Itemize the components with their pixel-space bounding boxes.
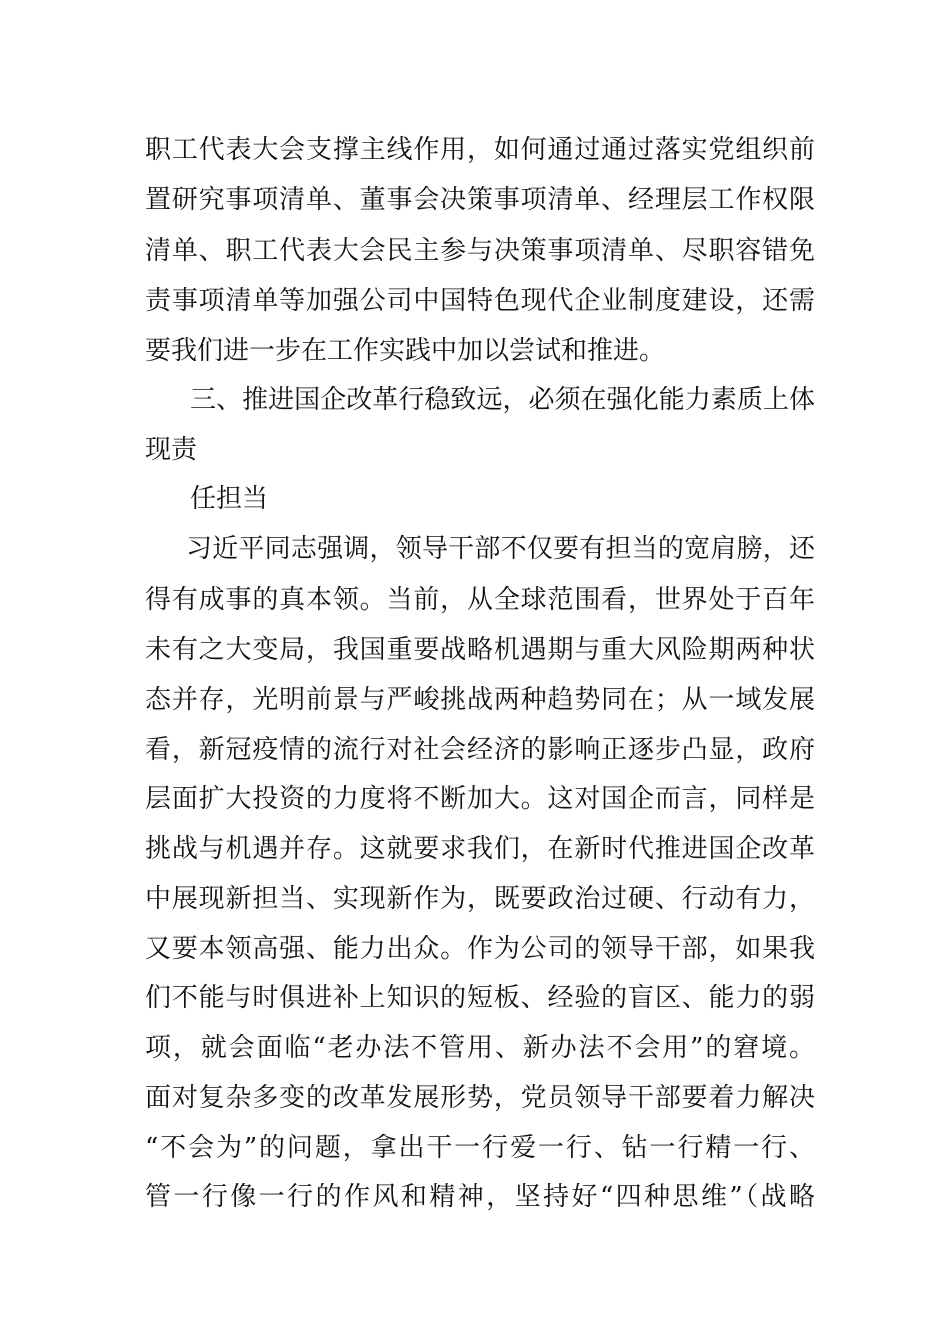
text-line: 中展现新担当、实现新作为，既要政治过硬、行动有力， bbox=[145, 884, 815, 914]
text-line: 管一行像一行的作风和精神，坚持好“四种思维”（战略 bbox=[145, 1182, 815, 1212]
text-line: 层面扩大投资的力度将不断加大。这对国企而言，同样是 bbox=[145, 784, 815, 814]
text-line: 挑战与机遇并存。这就要求我们，在新时代推进国企改革 bbox=[145, 834, 815, 864]
text-line: 习近平同志强调，领导干部不仅要有担当的宽肩膀，还 bbox=[186, 534, 815, 564]
section-heading-continued: 现责 bbox=[145, 435, 198, 465]
text-line: 又要本领高强、能力出众。作为公司的领导干部，如果我 bbox=[145, 934, 815, 964]
section-heading-continued: 任担当 bbox=[190, 484, 269, 514]
text-line: 清单、职工代表大会民主参与决策事项清单、尽职容错免 bbox=[145, 236, 815, 266]
text-line: 职工代表大会支撑主线作用，如何通过通过落实党组织前 bbox=[145, 135, 815, 165]
text-line: 得有成事的真本领。当前，从全球范围看，世界处于百年 bbox=[145, 585, 815, 615]
text-line: 未有之大变局，我国重要战略机遇期与重大风险期两种状 bbox=[145, 635, 815, 665]
text-line: “不会为”的问题，拿出干一行爱一行、钻一行精一行、 bbox=[145, 1133, 815, 1163]
text-line: 项，就会面临“老办法不管用、新办法不会用”的窘境。 bbox=[145, 1033, 815, 1063]
text-line: 责事项清单等加强公司中国特色现代企业制度建设，还需 bbox=[145, 286, 815, 316]
text-line: 面对复杂多变的改革发展形势，党员领导干部要着力解决 bbox=[145, 1083, 815, 1113]
section-heading: 三、推进国企改革行稳致远，必须在强化能力素质上体 bbox=[190, 385, 815, 415]
text-line: 置研究事项清单、董事会决策事项清单、经理层工作权限 bbox=[145, 185, 815, 215]
text-line: 要我们进一步在工作实践中加以尝试和推进。 bbox=[145, 336, 666, 366]
text-line: 态并存，光明前景与严峻挑战两种趋势同在；从一域发展 bbox=[145, 685, 815, 715]
text-line: 们不能与时俱进补上知识的短板、经验的盲区、能力的弱 bbox=[145, 983, 815, 1013]
text-line: 看，新冠疫情的流行对社会经济的影响正逐步凸显，政府 bbox=[145, 735, 815, 765]
